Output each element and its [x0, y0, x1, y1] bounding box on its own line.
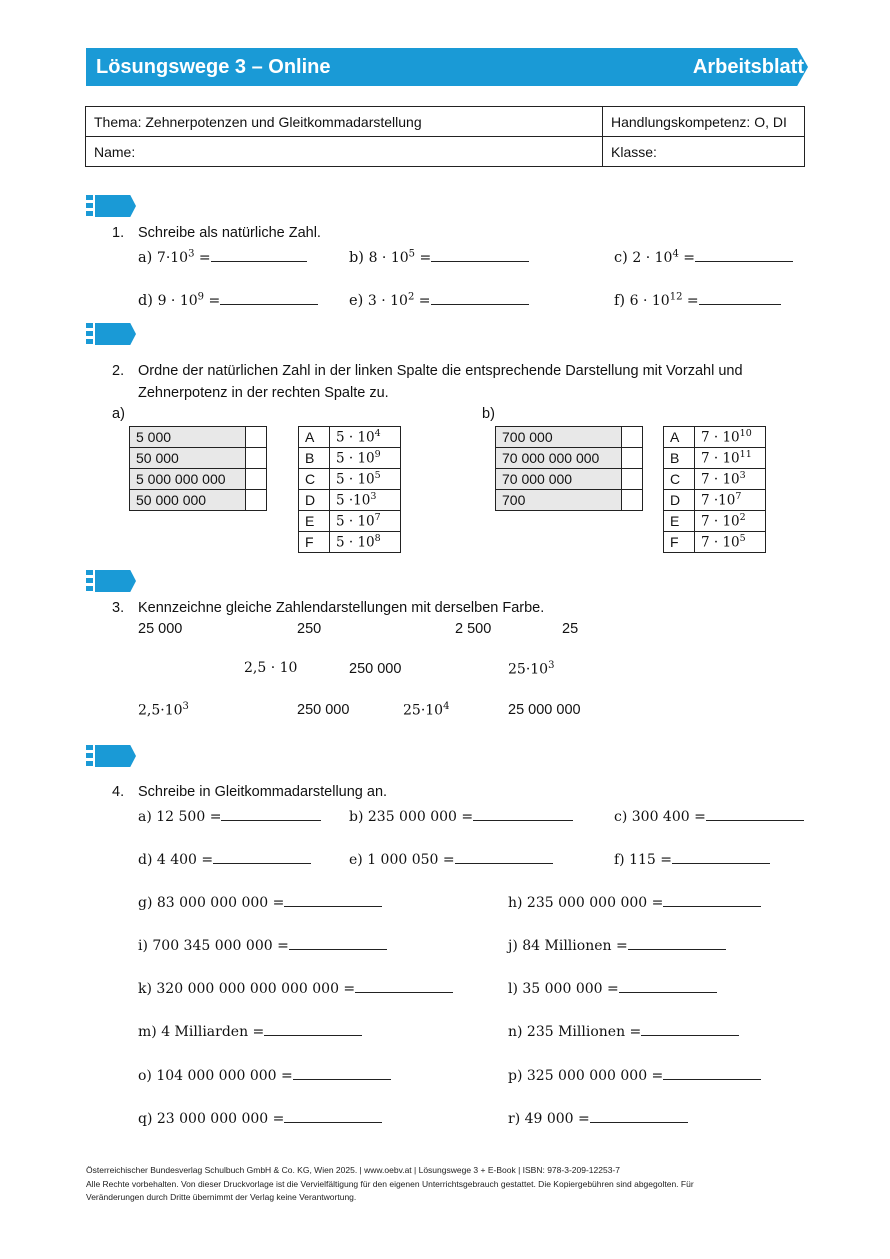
option-letter: E — [299, 511, 330, 532]
table-row — [664, 469, 766, 490]
number-cell: 50 000 — [130, 448, 246, 469]
task4-item-h: h) 235 000 000 000 = — [508, 892, 761, 911]
number-cell: 700 000 — [496, 427, 622, 448]
task1-item-d: d) $9 \cdot 10^9$ = — [138, 290, 318, 309]
task2-part-b-label: b) — [482, 406, 495, 422]
answer-line[interactable] — [289, 935, 387, 950]
task1-item-f: f) $6 \cdot 10^{12}$ = — [614, 290, 781, 309]
task4-item-b: b) 235 000 000 = — [349, 806, 573, 825]
option-letter: A — [299, 427, 330, 448]
answer-line[interactable] — [293, 1065, 391, 1080]
answer-line[interactable] — [590, 1108, 688, 1123]
answer-cell[interactable] — [622, 448, 643, 469]
answer-line[interactable] — [699, 290, 781, 305]
task4-item-l: l) 35 000 000 = — [508, 978, 717, 997]
task4-item-g: g) 83 000 000 000 = — [138, 892, 382, 911]
table-row — [664, 511, 766, 532]
answer-line[interactable] — [213, 849, 311, 864]
number-item[interactable]: $25\cdot 10^3$ — [508, 660, 555, 678]
task4-item-i: i) 700 345 000 000 = — [138, 935, 387, 954]
class-field[interactable]: Klasse: — [603, 137, 805, 167]
answer-cell[interactable] — [622, 469, 643, 490]
table-row — [299, 511, 401, 532]
answer-line[interactable] — [641, 1021, 739, 1036]
footer-rights: Alle Rechte vorbehalten. Von dieser Druckvorlage ist die Vervielfältigung für den eigenen Unterrichtsgebrauch gestattet. Die Kopiergebühren sind abgegolten. Für — [86, 1178, 694, 1189]
table-row — [496, 427, 643, 448]
option-value: $7 \cdot 10^{11}$ — [695, 448, 766, 469]
number-item[interactable]: 250 000 — [297, 702, 350, 718]
number-item[interactable]: $25\cdot 10^4$ — [403, 701, 450, 719]
number-item[interactable]: 2,5 · 10 — [244, 660, 298, 676]
table-row — [496, 490, 643, 511]
number-cell: 70 000 000 000 — [496, 448, 622, 469]
table-row — [130, 427, 267, 448]
task2b-number-table — [495, 426, 643, 511]
table-row — [664, 490, 766, 511]
answer-line[interactable] — [628, 935, 726, 950]
task1-item-a: a) $7\cdot 10^3$ = — [138, 247, 307, 266]
option-letter: E — [664, 511, 695, 532]
task4-item-f: f) 115 = — [614, 849, 770, 868]
section-marker-3 — [86, 570, 136, 592]
answer-line[interactable] — [284, 1108, 382, 1123]
answer-line[interactable] — [284, 892, 382, 907]
answer-line[interactable] — [473, 806, 573, 821]
answer-line[interactable] — [211, 247, 307, 262]
option-value: $5 \cdot 10^9$ — [330, 448, 401, 469]
section-marker-2 — [86, 323, 136, 345]
table-row — [130, 469, 267, 490]
task4-item-c: c) 300 400 = — [614, 806, 804, 825]
task2b-power-table — [663, 426, 766, 553]
section-marker-1 — [86, 195, 136, 217]
footer-disclaimer: Veränderungen durch Dritte übernimmt der Verlag keine Verantwortung. — [86, 1192, 357, 1202]
option-letter: F — [664, 532, 695, 553]
task4-number: 4. — [112, 784, 125, 800]
number-item[interactable]: 25 000 000 — [508, 702, 581, 718]
answer-line[interactable] — [663, 1065, 761, 1080]
answer-line[interactable] — [264, 1021, 362, 1036]
answer-line[interactable] — [221, 806, 321, 821]
name-field[interactable]: Name: — [86, 137, 603, 167]
task4-item-o: o) 104 000 000 000 = — [138, 1065, 391, 1084]
answer-line[interactable] — [619, 978, 717, 993]
answer-cell[interactable] — [622, 490, 643, 511]
answer-line[interactable] — [355, 978, 453, 993]
number-item[interactable]: $2,5\cdot 10^3$ — [138, 701, 189, 719]
table-row — [664, 532, 766, 553]
task1-number: 1. — [112, 225, 125, 241]
table-row — [130, 490, 267, 511]
option-value: $5 \cdot 10^5$ — [330, 469, 401, 490]
answer-line[interactable] — [663, 892, 761, 907]
answer-line[interactable] — [220, 290, 318, 305]
number-cell: 70 000 000 — [496, 469, 622, 490]
task2a-number-table — [129, 426, 267, 511]
task1-instruction: Schreibe als natürliche Zahl. — [138, 225, 321, 241]
option-letter: A — [664, 427, 695, 448]
table-row — [299, 532, 401, 553]
option-letter: F — [299, 532, 330, 553]
option-letter: D — [299, 490, 330, 511]
task2a-power-table — [298, 426, 401, 553]
number-item[interactable]: 25 — [562, 621, 579, 637]
option-value: $7 \cdot 10^2$ — [695, 511, 766, 532]
task2-instruction-line1: Ordne der natürlichen Zahl in der linken Spalte die entsprechende Darstellung mit Vorzahl und — [138, 363, 743, 379]
answer-line[interactable] — [431, 290, 529, 305]
option-value: $7 \cdot 10^3$ — [695, 469, 766, 490]
task4-item-k: k) 320 000 000 000 000 000 = — [138, 978, 453, 997]
option-value: $7 \cdot 10^{10}$ — [695, 427, 766, 448]
task3-instruction: Kennzeichne gleiche Zahlendarstellungen mit derselben Farbe. — [138, 600, 545, 616]
task4-item-m: m) 4 Milliarden = — [138, 1021, 362, 1040]
answer-cell[interactable] — [246, 469, 267, 490]
number-cell: 700 — [496, 490, 622, 511]
number-cell: 5 000 — [130, 427, 246, 448]
task4-item-a: a) 12 500 = — [138, 806, 321, 825]
answer-line[interactable] — [455, 849, 553, 864]
answer-cell[interactable] — [246, 448, 267, 469]
option-letter: D — [664, 490, 695, 511]
answer-line[interactable] — [431, 247, 529, 262]
task2-number: 2. — [112, 363, 125, 379]
answer-line[interactable] — [706, 806, 804, 821]
task2-instruction-line2: Zehnerpotenz in der rechten Spalte zu. — [138, 385, 389, 401]
option-letter: B — [664, 448, 695, 469]
task2-part-a-label: a) — [112, 406, 125, 422]
table-row — [664, 448, 766, 469]
table-row — [299, 469, 401, 490]
task4-item-n: n) 235 Millionen = — [508, 1021, 739, 1040]
option-value: $5 \cdot 10^8$ — [330, 532, 401, 553]
task4-item-e: e) 1 000 050 = — [349, 849, 553, 868]
option-letter: B — [299, 448, 330, 469]
number-cell: 5 000 000 000 — [130, 469, 246, 490]
answer-line[interactable] — [695, 247, 793, 262]
number-item[interactable]: 2 500 — [455, 621, 492, 637]
option-letter: C — [664, 469, 695, 490]
option-value: $7 \cdot 10^7$ — [695, 490, 766, 511]
task1-item-c: c) $2 \cdot 10^4$ = — [614, 247, 793, 266]
option-value: $5 \cdot 10^7$ — [330, 511, 401, 532]
option-letter: C — [299, 469, 330, 490]
worksheet-title: Lösungswege 3 – Online — [96, 56, 331, 78]
option-value: $5 \cdot 10^3$ — [330, 490, 401, 511]
task4-item-r: r) 49 000 = — [508, 1108, 688, 1127]
section-marker-4 — [86, 745, 136, 767]
table-row — [299, 490, 401, 511]
table-row — [299, 448, 401, 469]
table-row — [299, 427, 401, 448]
footer-publisher: Österreichischer Bundesverlag Schulbuch GmbH & Co. KG, Wien 2025. | www.oebv.at | Lösungswege 3 + E-Book | ISBN: 978-3-209-12253-7 — [86, 1165, 620, 1175]
table-row — [664, 427, 766, 448]
answer-cell[interactable] — [622, 427, 643, 448]
task4-item-j: j) 84 Millionen = — [508, 935, 726, 954]
number-cell: 50 000 000 — [130, 490, 246, 511]
task4-item-q: q) 23 000 000 000 = — [138, 1108, 382, 1127]
task3-number: 3. — [112, 600, 125, 616]
worksheet-type: Arbeitsblatt — [692, 56, 804, 78]
answer-cell[interactable] — [246, 490, 267, 511]
table-row — [496, 469, 643, 490]
info-table — [85, 106, 805, 167]
footer — [86, 1164, 806, 1205]
topic-cell: Thema: Zehnerpotenzen und Gleitkommadarstellung — [86, 107, 603, 137]
number-item[interactable]: 25 000 — [138, 621, 183, 637]
task4-item-d: d) 4 400 = — [138, 849, 311, 868]
task4-item-p: p) 325 000 000 000 = — [508, 1065, 761, 1084]
number-item[interactable]: 250 000 — [349, 661, 402, 677]
task1-item-b: b) $8 \cdot 10^5$ = — [349, 247, 529, 266]
answer-line[interactable] — [672, 849, 770, 864]
answer-cell[interactable] — [246, 427, 267, 448]
number-item[interactable]: 250 — [297, 621, 322, 637]
task1-item-e: e) $3 \cdot 10^2$ = — [349, 290, 529, 309]
competence-cell: Handlungskompetenz: O, DI — [603, 107, 805, 137]
task4-instruction: Schreibe in Gleitkommadarstellung an. — [138, 784, 388, 800]
table-row — [496, 448, 643, 469]
option-value: $7 \cdot 10^5$ — [695, 532, 766, 553]
option-value: $5 \cdot 10^4$ — [330, 427, 401, 448]
table-row — [130, 448, 267, 469]
